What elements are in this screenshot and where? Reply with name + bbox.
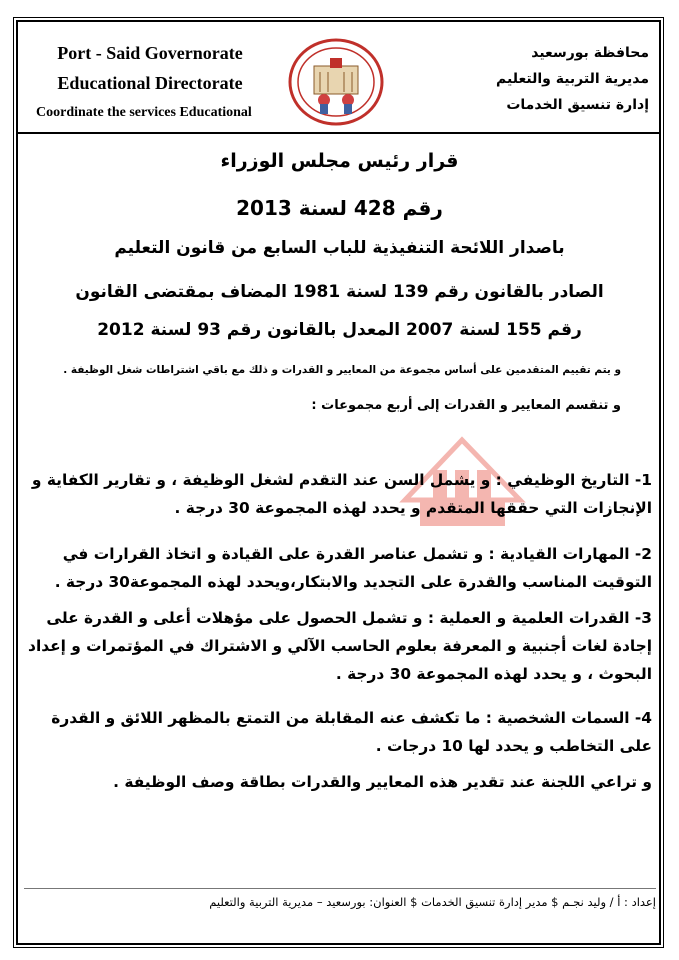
- criteria-item-3-line1: 3- القدرات العلمية و العملية : و تشمل الحصول على مؤهلات أعلى و القدرة على: [46, 609, 652, 627]
- decree-law-line1: الصادر بالقانون رقم 139 لسنة 1981 المضاف بمقتضى القانون: [75, 282, 604, 302]
- decree-number: رقم 428 لسنة 2013: [236, 196, 443, 220]
- criteria-item-1: [24, 466, 652, 522]
- decree-law-line2: رقم 155 لسنة 2007 المعدل بالقانون رقم 93 لسنة 2012: [97, 320, 582, 340]
- header-en-directorate: Educational Directorate: [57, 73, 243, 93]
- header-divider: [18, 132, 659, 134]
- header-english: [30, 40, 270, 126]
- criteria-item-2: [24, 540, 652, 596]
- intro-evaluation: و يتم تقييم المتقدمين على أساس مجموعة من المعايير و القدرات و ذلك مع باقي اشتراطات شغل الوظيفة .: [63, 364, 621, 376]
- header-arabic: [429, 40, 649, 118]
- footer-credits: إعداد : أ / وليد نجـم $ مدير إدارة تنسيق الخدمات $ العنوان: بورسعيد – مديرية التربية والتعليم: [24, 888, 656, 909]
- criteria-item-3-line3: البحوث ، و يحدد لهذه المجموعة 30 درجة .: [335, 665, 652, 683]
- criteria-item-4: [24, 704, 652, 760]
- header-en-department: Coordinate the services Educational: [36, 105, 252, 120]
- governorate-logo-icon: [286, 36, 386, 128]
- header-ar-governorate: محافظة بورسعيد: [531, 45, 649, 61]
- header-ar-directorate: مديرية التربية والتعليم: [496, 71, 649, 87]
- decree-title: قرار رئيس مجلس الوزراء: [220, 150, 459, 172]
- criteria-item-2-line2: التوقيت المناسب والقدرة على التجديد والابتكار،ويحدد لهذه المجموعة30 درجة .: [54, 573, 652, 591]
- criteria-item-1-line1: 1- التاريخ الوظيفي : و يشمل السن عند التقدم لشغل الوظيفة ، و تقارير الكفاية و: [31, 471, 652, 489]
- header-ar-department: إدارة تنسيق الخدمات: [506, 97, 649, 113]
- criteria-item-4-line1: 4- السمات الشخصية : ما تكشف عنه المقابلة من التمتع بالمظهر اللائق و القدرة: [51, 709, 652, 727]
- decree-subject: باصدار اللائحة التنفيذية للباب السابع من قانون التعليم: [114, 238, 565, 258]
- criteria-item-4-line2: على التخاطب و يحدد لها 10 درجات .: [375, 737, 652, 755]
- closing-note: و تراعي اللجنة عند تقدير هذه المعايير والقدرات بطاقة وصف الوظيفة .: [113, 773, 652, 791]
- criteria-item-1-line2: الإنجازات التي حققها المتقدم و يحدد لهذه المجموعة 30 درجة .: [174, 499, 652, 517]
- criteria-item-2-line1: 2- المهارات القيادية : و تشمل عناصر القدرة على القيادة و اتخاذ القرارات في: [62, 545, 652, 563]
- criteria-item-3: [24, 604, 652, 688]
- criteria-item-3-line2: إجادة لغات أجنبية و المعرفة بعلوم الحاسب الآلي و الاشتراك في المؤتمرات و إعداد: [28, 637, 652, 655]
- header-en-governorate: Port - Said Governorate: [57, 43, 243, 63]
- intro-groups: و تنقسم المعايير و القدرات إلى أربع مجموعات :: [311, 398, 621, 413]
